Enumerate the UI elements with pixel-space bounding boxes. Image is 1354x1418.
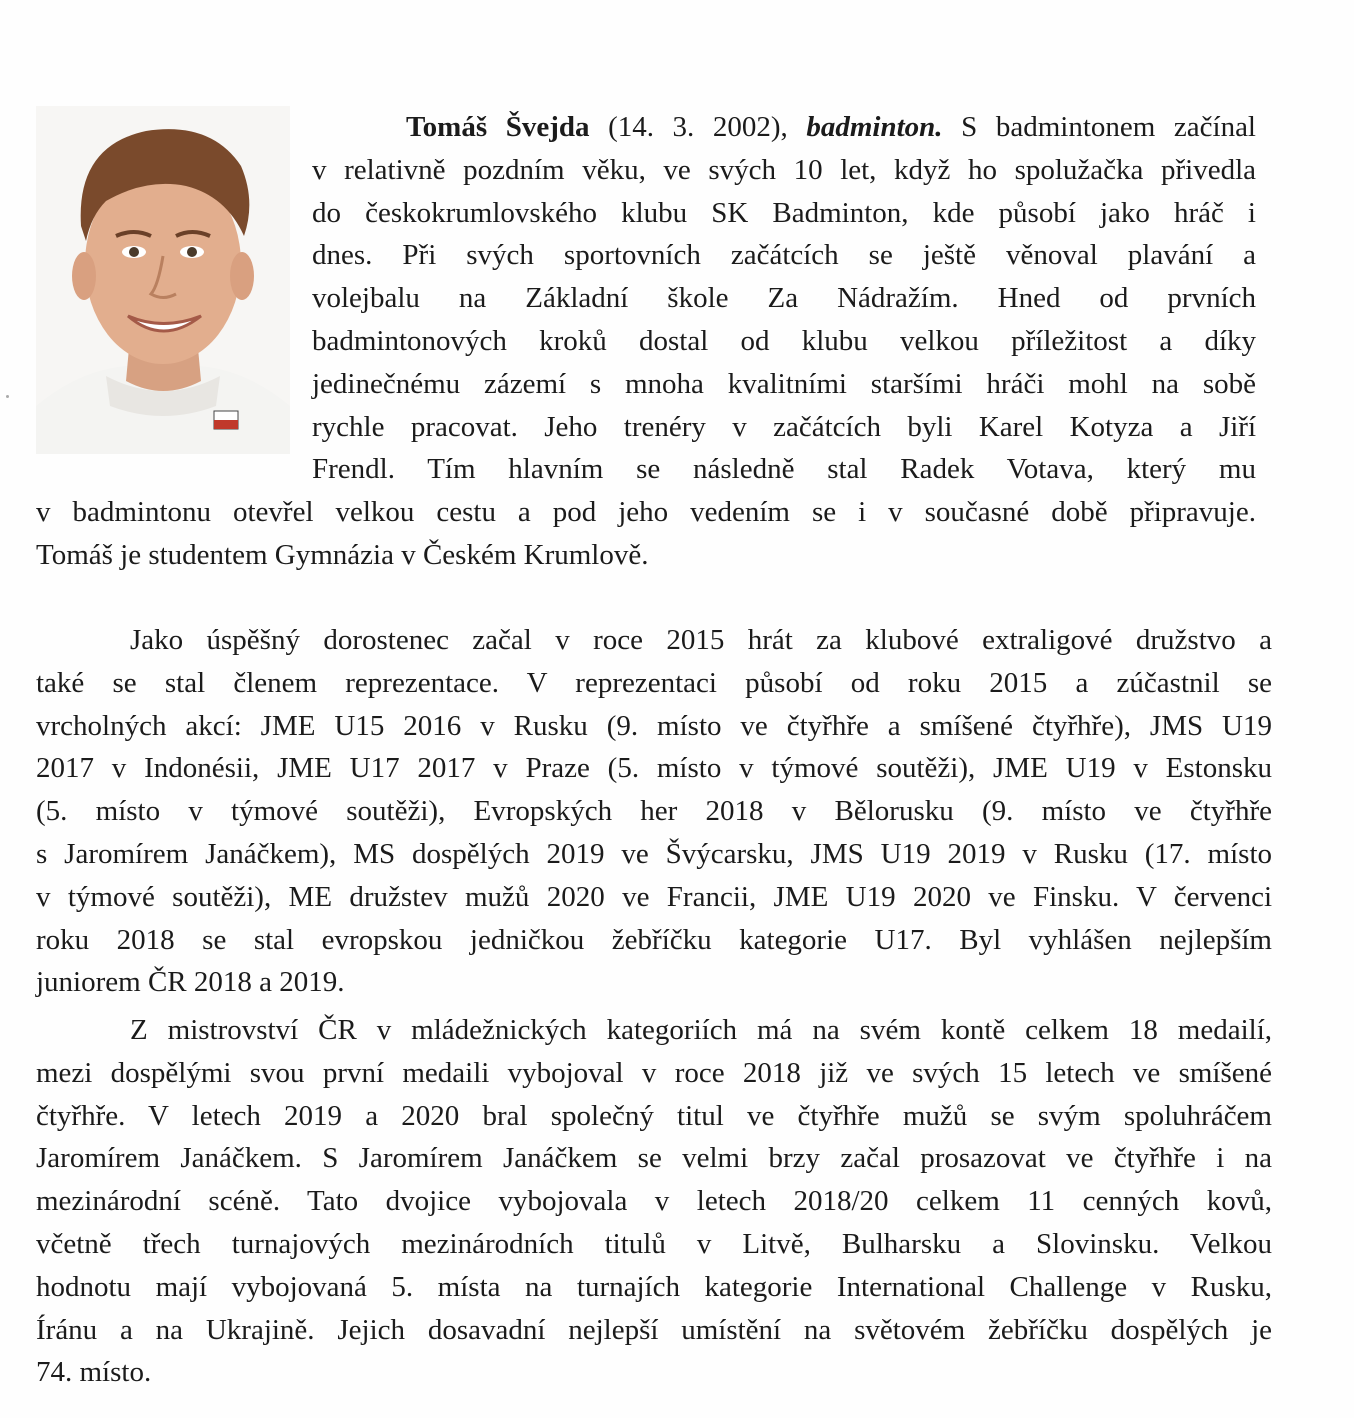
athlete-name: Tomáš Švejda <box>406 111 590 143</box>
text-line: juniorem ČR 2018 a 2019. <box>36 966 345 999</box>
text-line: v badmintonu otevřel velkou cestu a pod jeho vedením se i v současné době připravuje. <box>36 496 1256 528</box>
intro-first-line <box>312 106 1256 149</box>
birth-date: (14. 3. 2002), <box>589 111 807 143</box>
text-line: Jako úspěšný dorostenec začal v roce 2015 hrát za klubové extraligové družstvo a <box>130 624 1272 656</box>
text-line: hodnotu mají vybojovaná 5. místa na turnajích kategorie International Challenge v Rusku, <box>36 1270 1272 1303</box>
text-line: volejbalu na Základní škole Za Nádražím. Hned od prvních <box>312 282 1256 315</box>
text-line: Íránu a na Ukrajině. Jejich dosavadní nejlepší umístění na světovém žebříčku dospělých je <box>36 1313 1272 1346</box>
intro-first-line-rest: S badmintonem začínal <box>942 111 1256 143</box>
intro-paragraph <box>312 106 1256 491</box>
text-line: Jaromírem Janáčkem. S Jaromírem Janáčkem se velmi brzy začal prosazovat ve čtyřhře i na <box>36 1142 1272 1175</box>
text-line: čtyřhře. V letech 2019 a 2020 bral společný titul ve čtyřhře mužů se svým spoluhráčem <box>36 1099 1272 1132</box>
text-line: dnes. Při svých sportovních začátcích se ještě věnoval plavání a <box>312 239 1256 272</box>
text-line: rychle pracovat. Jeho trenéry v začátcích byli Karel Kotyza a Jiří <box>312 410 1256 443</box>
text-line: mezi dospělými svou první medaili vybojoval v roce 2018 již ve svých 15 letech ve smíšené <box>36 1056 1272 1089</box>
text-line: jedinečnému zázemí s mnoha kvalitními staršími hráči mohl na sobě <box>312 367 1256 400</box>
career-paragraph <box>36 619 1272 1004</box>
text-line: s Jaromírem Janáčkem), MS dospělých 2019 ve Švýcarsku, JMS U19 2019 v Rusku (17. místo <box>36 837 1272 870</box>
text-line: včetně třech turnajových mezinárodních titulů v Litvě, Bulharsku a Slovinsku. Velkou <box>36 1227 1272 1260</box>
text-line: 74. místo. <box>36 1356 152 1389</box>
text-line: badmintonových kroků dostal od klubu velkou příležitost a díky <box>312 324 1256 357</box>
text-line: (5. místo v týmové soutěži), Evropských her 2018 v Bělorusku (9. místo ve čtyřhře <box>36 795 1272 828</box>
text-line: Z mistrovství ČR v mládežnických kategoriích má na svém kontě celkem 18 medailí, <box>130 1014 1272 1046</box>
medals-paragraph <box>36 1009 1272 1394</box>
scan-speck <box>6 395 9 398</box>
portrait-illustration <box>36 106 290 454</box>
text-line: roku 2018 se stal evropskou jedničkou žebříčku kategorie U17. Byl vyhlášen nejlepším <box>36 923 1272 956</box>
text-line: v relativně pozdním věku, ve svých 10 let, když ho spolužačka přivedla <box>312 153 1256 186</box>
text-line: Frendl. Tím hlavním se následně stal Radek Votava, který mu <box>312 453 1256 486</box>
text-line: vrcholných akcí: JME U15 2016 v Rusku (9. místo ve čtyřhře a smíšené čtyřhře), JMS U19 <box>36 709 1272 742</box>
intro-paragraph-continued <box>36 491 1256 577</box>
text-line: do českokrumlovského klubu SK Badminton, kde působí jako hráč i <box>312 196 1256 229</box>
text-line: 2017 v Indonésii, JME U17 2017 v Praze (5. místo v týmové soutěži), JME U19 v Estonsku <box>36 752 1272 785</box>
text-line: mezinárodní scéně. Tato dvojice vybojovala v letech 2018/20 celkem 11 cenných kovů, <box>36 1185 1272 1218</box>
text-line: Tomáš je studentem Gymnázia v Českém Krumlově. <box>36 538 649 571</box>
portrait-photo <box>36 106 290 454</box>
text-line: také se stal členem reprezentace. V reprezentaci působí od roku 2015 a zúčastnil se <box>36 666 1272 699</box>
text-line: v týmové soutěži), ME družstev mužů 2020 ve Francii, JME U19 2020 ve Finsku. V červenci <box>36 880 1272 913</box>
sport-name: badminton. <box>806 111 943 143</box>
